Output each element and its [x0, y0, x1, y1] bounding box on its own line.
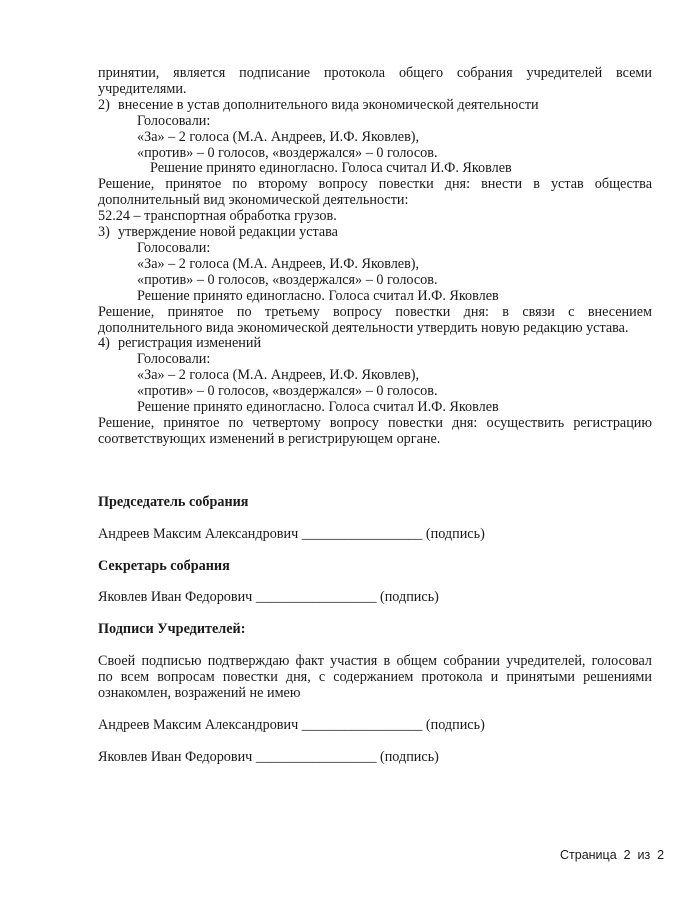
votes-for: «За» – 2 голоса (М.А. Андреев, И.Ф. Яковлев), [137, 255, 420, 272]
votes-against: «против» – 0 голосов, «воздержался» – 0 голосов. [137, 383, 438, 400]
votes-for: «За» – 2 голоса (М.А. Андреев, И.Ф. Яковлев), [137, 367, 420, 384]
page-number: Страница 2 из 2 [560, 848, 665, 862]
decision-text: соответствующих изменений в регистрирующем органе. [98, 430, 441, 447]
founders-statement: Своей подписью подтверждаю факт участия в общем собрании учредителей, голосовал [98, 653, 652, 670]
decision-text: Решение, принятое по четвертому вопросу повестки дня: осуществить регистрацию [98, 414, 652, 431]
decision-note: Решение принято единогласно. Голоса считал И.Ф. Яковлев [150, 160, 512, 177]
founder-signature: Андреев Максим Александрович _________________ (подпись) [98, 717, 485, 733]
decision-text: дополнительного вида экономической деятельности утвердить новую редакцию устава. [98, 319, 629, 336]
item-number: 2) [98, 96, 110, 113]
chairman-signature: Андреев Максим Александрович _________________ (подпись) [98, 525, 485, 542]
voted-label: Голосовали: [137, 239, 211, 256]
document-page [98, 66, 652, 766]
item-number: 4) [98, 335, 110, 352]
founder-signature: Яковлев Иван Федорович _________________ (подпись) [98, 748, 439, 765]
intro-line: принятии, является подписание протокола общего собрания учредителей всеми [98, 65, 652, 81]
item-title: утверждение новой редакции устава [118, 224, 338, 241]
founders-statement: по всем вопросам повестки дня, с содержанием протокола и принятыми решениями [98, 669, 652, 686]
voted-label: Голосовали: [137, 351, 211, 368]
decision-text: Решение, принятое по третьему вопросу повестки дня: в связи с внесением [98, 303, 652, 320]
decision-note: Решение принято единогласно. Голоса считал И.Ф. Яковлев [137, 287, 499, 304]
intro-line: учредителями. [98, 80, 187, 97]
agenda-item [98, 98, 652, 114]
item-title: регистрация изменений [118, 335, 262, 352]
agenda-item [98, 336, 652, 352]
voted-label: Голосовали: [137, 112, 211, 129]
decision-text: 52.24 – транспортная обработка грузов. [98, 208, 337, 225]
item-number: 3) [98, 224, 110, 241]
decision-text: дополнительный вид экономической деятельности: [98, 192, 409, 209]
votes-against: «против» – 0 голосов, «воздержался» – 0 голосов. [137, 144, 438, 161]
secretary-heading: Секретарь собрания [98, 557, 230, 574]
decision-note: Решение принято единогласно. Голоса считал И.Ф. Яковлев [137, 399, 499, 416]
votes-for: «За» – 2 голоса (М.А. Андреев, И.Ф. Яковлев), [137, 128, 420, 145]
founders-heading: Подписи Учредителей: [98, 621, 246, 638]
item-title: внесение в устав дополнительного вида экономической деятельности [118, 96, 539, 113]
votes-against: «против» – 0 голосов, «воздержался» – 0 голосов. [137, 271, 438, 288]
chairman-heading: Председатель собрания [98, 493, 249, 510]
secretary-signature: Яковлев Иван Федорович _________________ (подпись) [98, 589, 439, 606]
agenda-item [98, 225, 652, 241]
founders-statement: ознакомлен, возражений не имею [98, 685, 301, 702]
decision-text: Решение, принятое по второму вопросу повестки дня: внести в устав общества [98, 176, 652, 193]
